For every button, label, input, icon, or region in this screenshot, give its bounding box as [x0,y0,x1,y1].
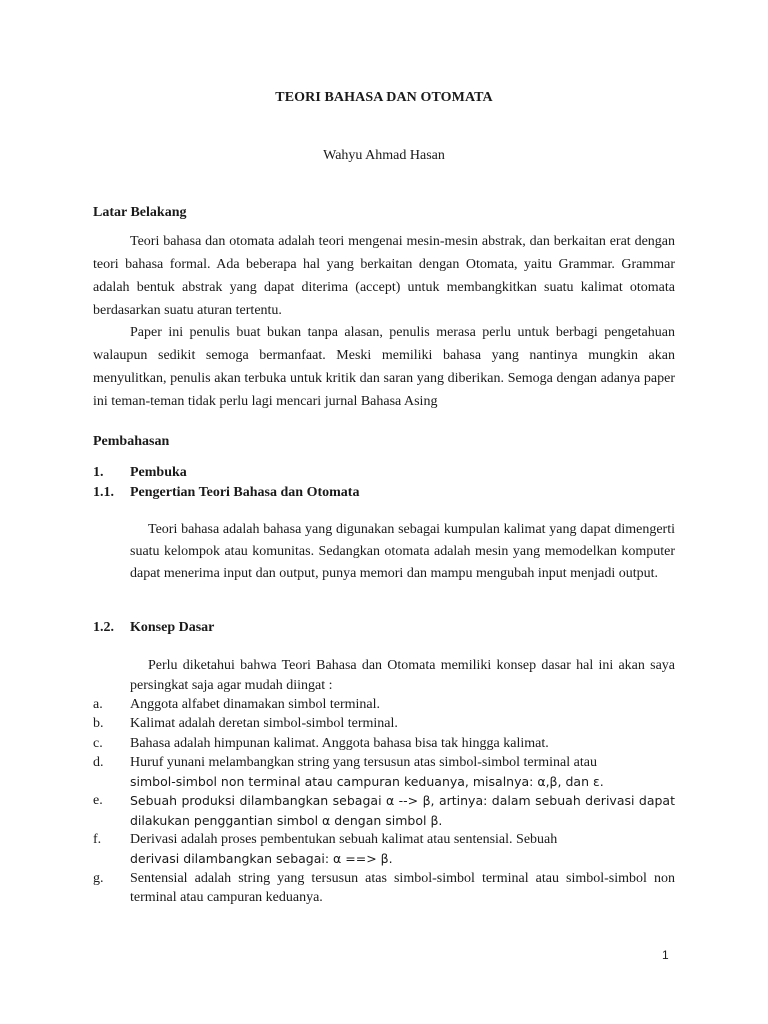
section-heading-latar-belakang: Latar Belakang [93,205,187,220]
list-item-text: Bahasa adalah himpunan kalimat. Anggota bahasa bisa tak hingga kalimat. [130,735,549,751]
list-item-text: Anggota alfabet dinamakan simbol terminal. [130,697,380,712]
list-item [93,714,675,733]
paragraph-latar-1: Teori bahasa dan otomata adalah teori mengenai mesin-mesin abstrak, dan berkaitan erat dengan teori bahasa formal. Ada beberapa hal yang berkaitan dengan Otomata, yaitu Grammar. Grammar adalah bentuk abstrak yang dapat diterima (accept) untuk membangkitkan suatu kalimat otomata berdasarkan suatu aturan tertentu. [93,234,675,318]
subsection-heading-1-1 [93,485,359,501]
list-item-line: Derivasi adalah proses pembentukan sebuah kalimat atau sentensial. Sebuah [130,832,558,848]
subsection-heading-1-2 [93,620,214,636]
concept-list [93,695,675,907]
list-item-label: b. [93,716,104,732]
subsection-title: Pembuka [130,465,187,480]
subsection-number: 1. [93,465,104,480]
list-item [93,753,675,792]
list-item-text: Sentensial adalah string yang tersusun atas simbol-simbol terminal atau simbol-simbol non terminal atau campuran keduanya. [130,870,675,905]
subsection-title: Pengertian Teori Bahasa dan Otomata [130,485,360,500]
list-item-label: g. [93,870,104,886]
paragraph-1-1: Teori bahasa adalah bahasa yang digunakan sebagai kumpulan kalimat yang dapat dimengerti suatu kelompok atau komunitas. Sedangkan otomata adalah mesin yang memodelkan komputer dapat menerima input dan output, punya memori dan mampu mengubah input menjadi output. [130,522,675,581]
list-item-text: Sebuah produksi dilambangkan sebagai α --> β, artinya: dalam sebuah derivasi dapat dilakukan penggantian simbol α dengan simbol β. [130,793,675,828]
list-item-text [130,830,675,869]
list-item-label: f. [93,832,102,848]
list-item [93,791,675,830]
subsection-number: 1.1. [93,485,114,500]
list-item-label: a. [93,697,103,712]
list-item [93,869,675,908]
list-item [93,734,675,753]
list-item-line: simbol-simbol non terminal atau campuran keduanya, misalnya: α,β, dan ε. [130,774,604,790]
paragraph-1-2: Perlu diketahui bahwa Teori Bahasa dan Otomata memiliki konsep dasar hal ini akan saya persingkat saja agar mudah diingat : [130,658,675,693]
page-number: 1 [662,948,669,962]
list-item [93,695,675,714]
paragraph-latar-2: Paper ini penulis buat bukan tanpa alasan, penulis merasa perlu untuk berbagi pengetahuan walaupun sedikit semoga bermanfaat. Meski memiliki bahasa yang nantinya mungkin akan menyulitkan, penulis akan terbuka untuk kritik dan saran yang diberikan. Semoga dengan adanya paper ini teman-teman tidak perlu lagi mencari jurnal Bahasa Asing [93,325,675,409]
list-item-label: e. [93,793,103,809]
subsection-heading-1 [93,465,187,481]
list-item-label: c. [93,735,103,751]
list-item-text: Kalimat adalah deretan simbol-simbol terminal. [130,716,398,732]
document-title: TEORI BAHASA DAN OTOMATA [275,90,493,105]
list-item-label: d. [93,754,104,770]
author-name: Wahyu Ahmad Hasan [323,148,445,163]
list-item-text [130,753,675,792]
subsection-number: 1.2. [93,620,114,635]
list-item [93,830,675,869]
list-item-line: Huruf yunani melambangkan string yang tersusun atas simbol-simbol terminal atau [130,754,597,770]
list-item-line: derivasi dilambangkan sebagai: α ==> β. [130,851,393,867]
subsection-title: Konsep Dasar [130,620,215,635]
section-heading-pembahasan: Pembahasan [93,434,170,449]
